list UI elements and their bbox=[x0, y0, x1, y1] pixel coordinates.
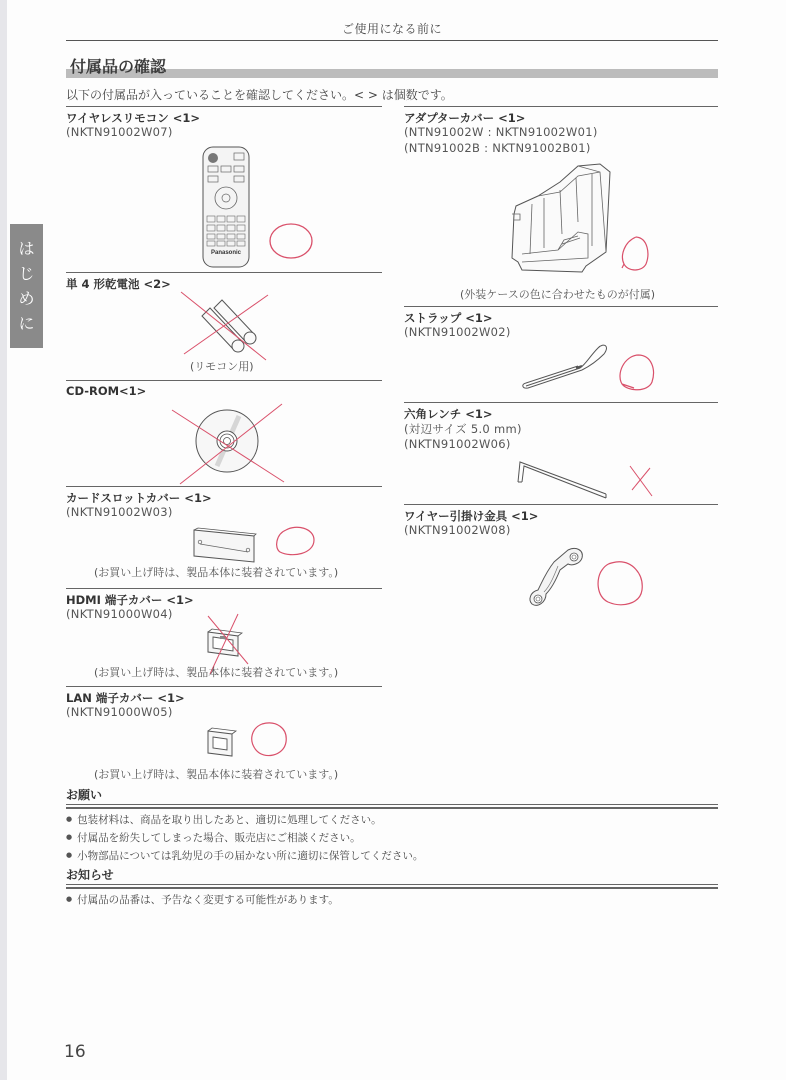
item-name: ワイヤー引掛け金具 <1> bbox=[404, 509, 539, 523]
item-part-number: (NKTN91002W02) bbox=[404, 325, 511, 339]
item-rule bbox=[404, 106, 718, 107]
item-part-number: (NKTN91002W06) bbox=[404, 437, 511, 451]
handwritten-circle-mark bbox=[618, 234, 652, 274]
item-note: (お買い上げ時は、製品本体に装着されています。) bbox=[94, 666, 339, 679]
handwritten-circle-mark bbox=[272, 524, 318, 560]
adapter-cover-illustration bbox=[508, 162, 612, 278]
item-name: ストラップ <1> bbox=[404, 311, 493, 325]
item-part-number: (対辺サイズ 5.0 mm) bbox=[404, 422, 522, 436]
item-note: (外装ケースの色に合わせたものが付属) bbox=[460, 288, 656, 301]
item-rule bbox=[404, 306, 718, 307]
section-title: 付属品の確認 bbox=[70, 57, 167, 76]
request-list-item: ● 付属品を紛失してしまった場合、販売店にご相談ください。 bbox=[66, 829, 423, 847]
request-list-item: ● 小物部品については乳幼児の手の届かない所に適切に保管してください。 bbox=[66, 847, 423, 865]
section-intro: 以下の付属品が入っていることを確認してください。< > は個数です。 bbox=[66, 88, 453, 102]
page-edge bbox=[0, 0, 7, 1080]
request-list-item: ● 包装材料は、商品を取り出したあと、適切に処理してください。 bbox=[66, 811, 423, 829]
item-part-number: (NKTN91000W04) bbox=[66, 607, 173, 621]
item-rule bbox=[66, 486, 382, 487]
handwritten-cross-out-mark bbox=[176, 290, 276, 362]
item-name: 単 4 形乾電池 <2> bbox=[66, 277, 171, 291]
lan-cover-illustration bbox=[206, 728, 238, 758]
accessory-cd-rom bbox=[66, 380, 382, 486]
remote-control-illustration bbox=[202, 146, 250, 268]
section-heading bbox=[66, 54, 718, 78]
item-name: アダプターカバー <1> bbox=[404, 111, 526, 125]
item-rule bbox=[404, 504, 718, 505]
chapter-side-tab bbox=[10, 224, 43, 348]
item-rule bbox=[404, 402, 718, 403]
item-rule bbox=[66, 272, 382, 273]
remote-brand-label: Panasonic bbox=[210, 250, 242, 256]
request-heading-rule bbox=[66, 804, 718, 809]
side-tab-char: じ bbox=[18, 263, 35, 283]
handwritten-cross-out-mark bbox=[170, 402, 290, 484]
accessory-lan-terminal-cover bbox=[66, 686, 382, 786]
item-part-number: (NKTN91002W08) bbox=[404, 523, 511, 537]
item-note: (お買い上げ時は、製品本体に装着されています。) bbox=[94, 566, 339, 579]
item-rule bbox=[66, 686, 382, 687]
page-number: 16 bbox=[64, 1042, 86, 1062]
side-tab-char: に bbox=[18, 313, 35, 333]
header-rule bbox=[66, 40, 718, 41]
handwritten-circle-mark bbox=[616, 352, 658, 392]
accessory-card-slot-cover bbox=[66, 486, 382, 588]
handwritten-circle-mark bbox=[594, 558, 646, 610]
item-name: HDMI 端子カバー <1> bbox=[66, 593, 194, 607]
accessory-hdmi-terminal-cover bbox=[66, 588, 382, 686]
side-tab-char: め bbox=[18, 288, 35, 308]
accessory-remote bbox=[66, 106, 382, 272]
item-name: CD-ROM<1> bbox=[66, 384, 147, 398]
item-part-number: (NKTN91002W03) bbox=[66, 505, 173, 519]
wire-hook-bracket-illustration bbox=[528, 546, 588, 610]
item-note: (リモコン用) bbox=[190, 360, 254, 373]
item-part-number: (NKTN91000W05) bbox=[66, 705, 173, 719]
notice-heading-rule bbox=[66, 884, 718, 889]
handwritten-circle-mark bbox=[268, 221, 314, 261]
item-part-number: (NTN91002B : NKTN91002B01) bbox=[404, 141, 591, 155]
accessory-wire-hook-bracket bbox=[404, 504, 718, 614]
request-heading: お願い bbox=[66, 788, 103, 802]
item-part-number: (NKTN91002W07) bbox=[66, 125, 173, 139]
item-part-number: (NTN91002W : NKTN91002W01) bbox=[404, 125, 598, 139]
accessory-adapter-cover bbox=[404, 106, 718, 306]
strap-illustration bbox=[520, 342, 610, 390]
handwritten-circle-mark bbox=[246, 720, 290, 762]
card-slot-cover-illustration bbox=[192, 528, 258, 564]
item-name: カードスロットカバー <1> bbox=[66, 491, 212, 505]
item-rule bbox=[66, 588, 382, 589]
item-name: 六角レンチ <1> bbox=[404, 407, 493, 421]
item-rule bbox=[66, 380, 382, 381]
notice-heading: お知らせ bbox=[66, 868, 114, 882]
hex-wrench-illustration bbox=[516, 460, 610, 498]
running-header: ご使用になる前に bbox=[341, 22, 442, 36]
accessory-hex-wrench bbox=[404, 402, 718, 504]
item-note: (お買い上げ時は、製品本体に装着されています。) bbox=[94, 768, 339, 781]
request-list bbox=[66, 811, 423, 865]
notice-list bbox=[66, 891, 339, 909]
item-name: ワイヤレスリモコン <1> bbox=[66, 111, 200, 125]
accessory-batteries bbox=[66, 272, 382, 380]
side-tab-char: は bbox=[18, 238, 35, 258]
notice-list-item: ● 付属品の品番は、予告なく変更する可能性があります。 bbox=[66, 891, 339, 909]
handwritten-x-mark bbox=[628, 464, 654, 498]
item-name: LAN 端子カバー <1> bbox=[66, 691, 185, 705]
accessory-strap bbox=[404, 306, 718, 402]
item-rule bbox=[66, 106, 382, 107]
accessories-right-column bbox=[404, 106, 718, 626]
accessories-left-column bbox=[66, 106, 382, 786]
